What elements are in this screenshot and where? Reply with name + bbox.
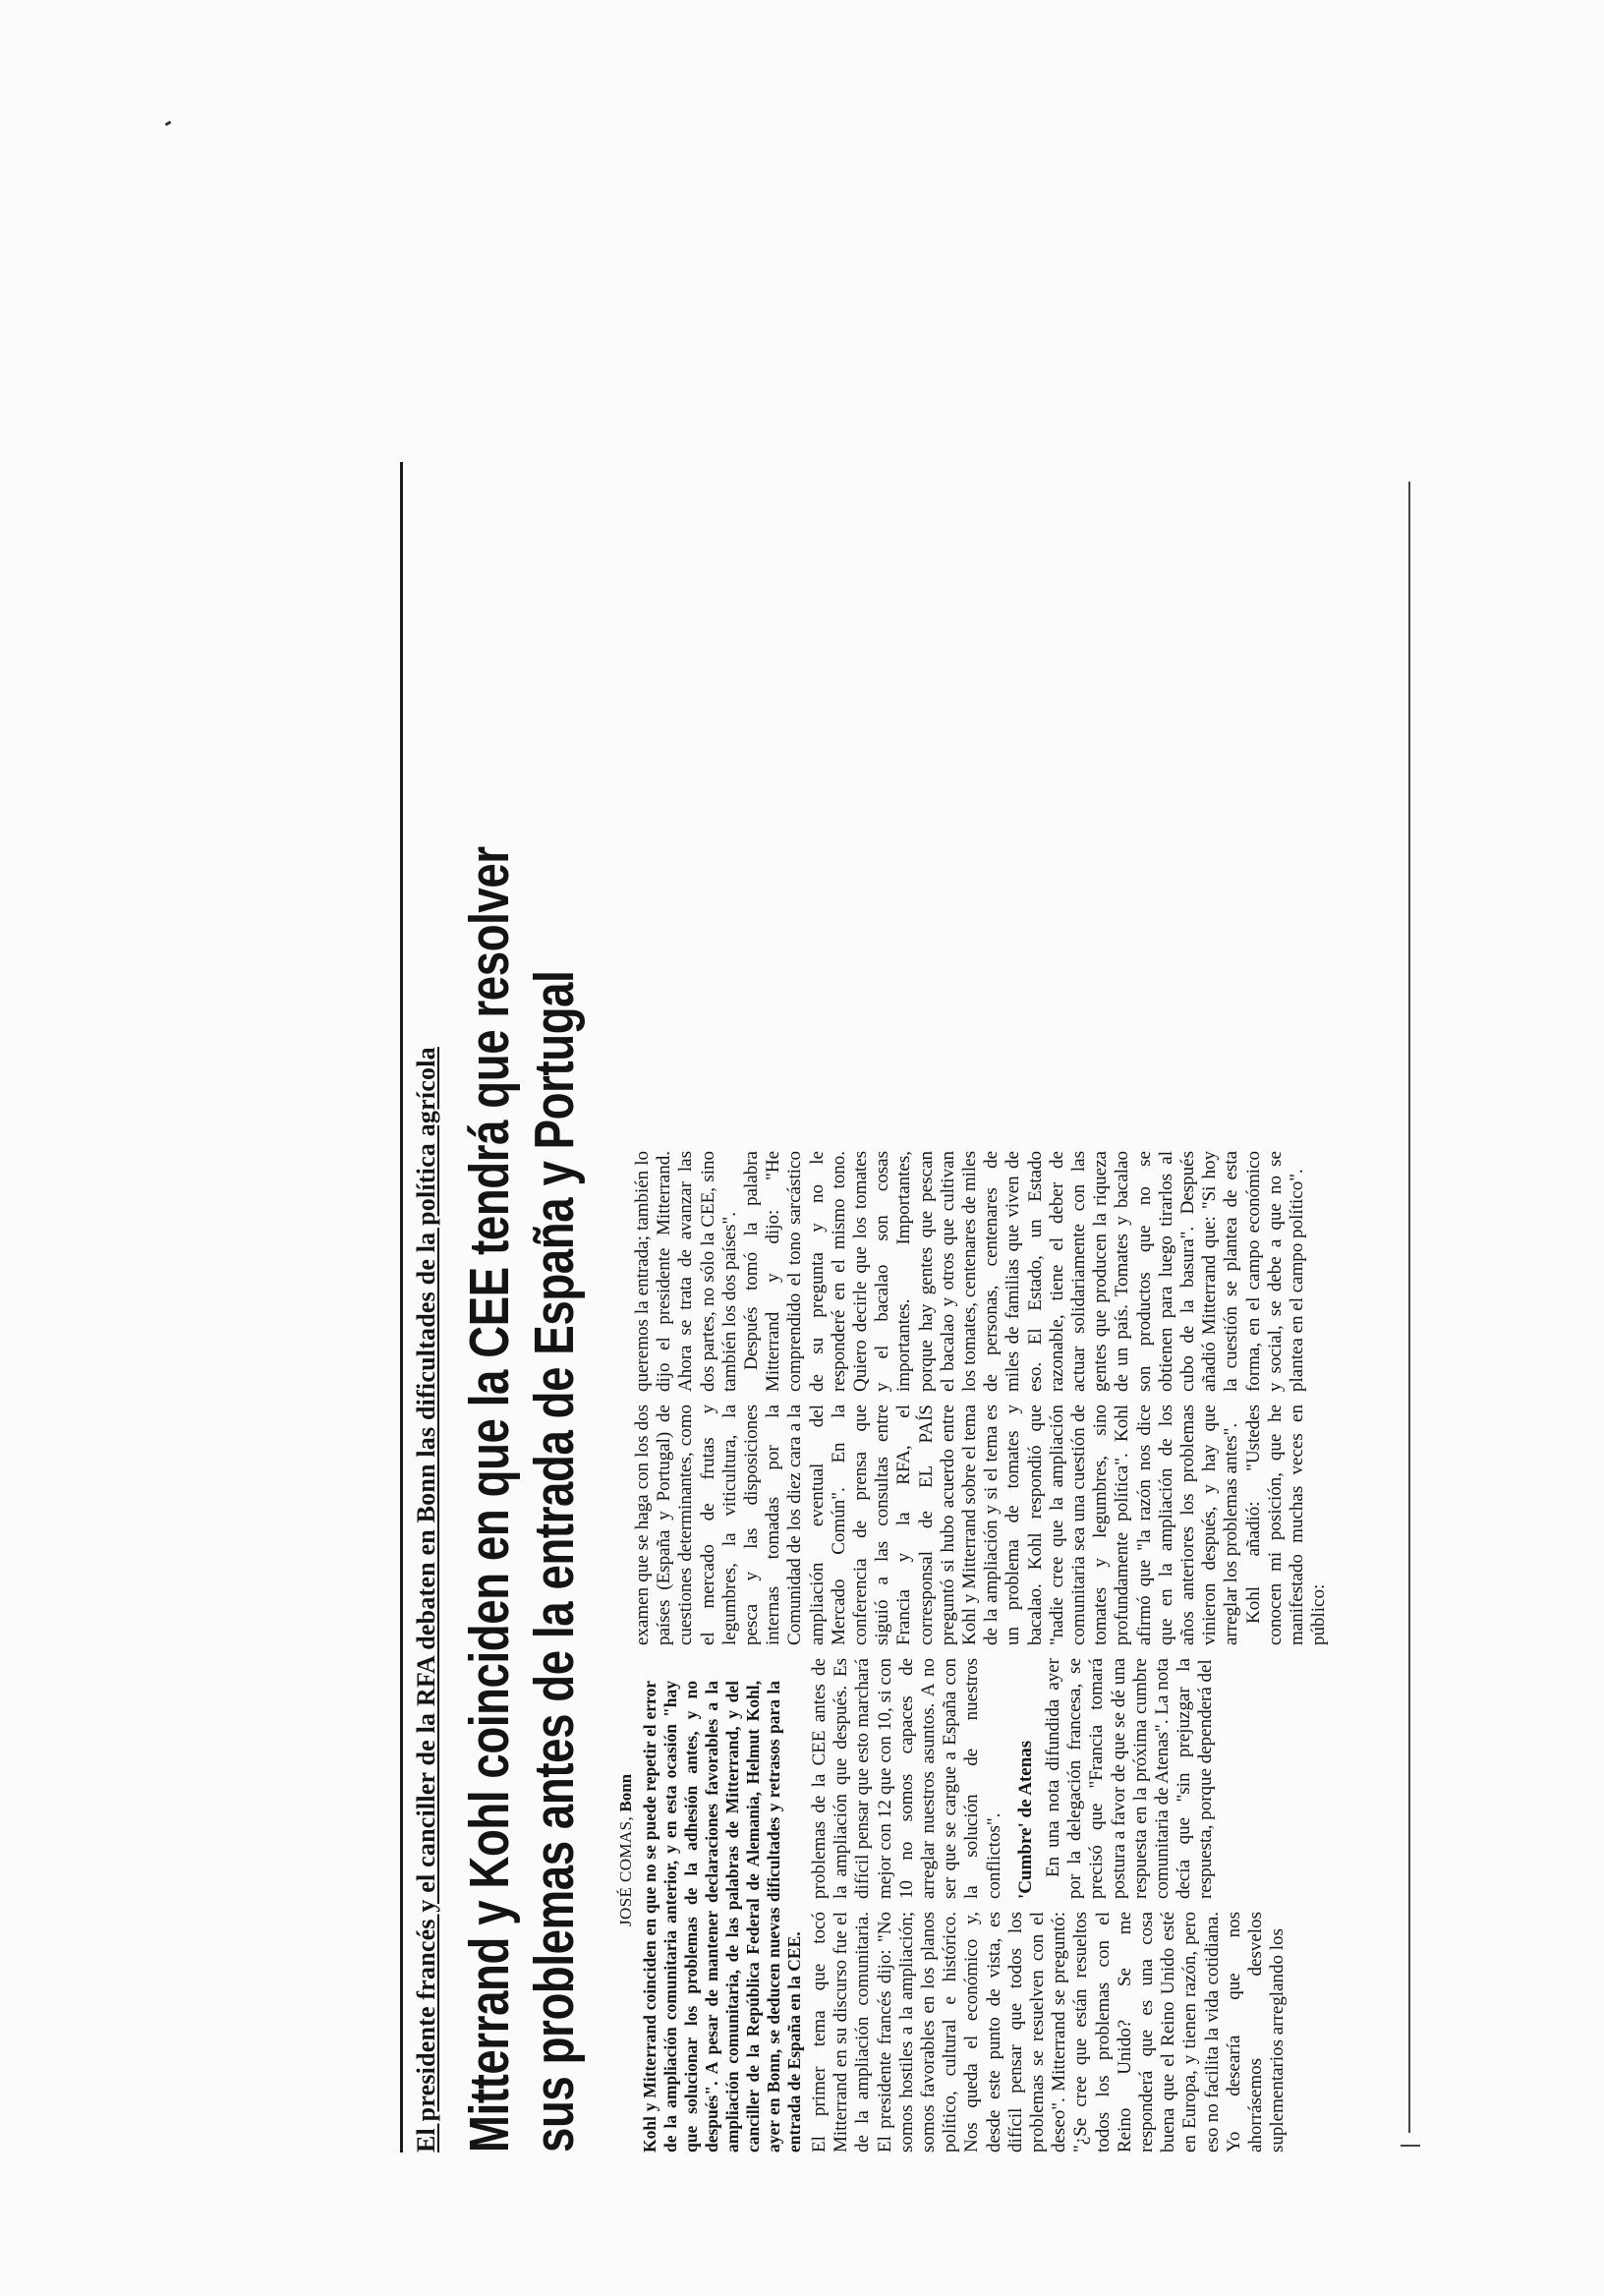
paragraph: queremos la entrada; también lo dijo el presidente Mitterrand. Ahora se trata de avanzar las dos partes, no sólo la CEE, sino también los dos países". <box>632 1151 740 1392</box>
paragraph: problemas de la CEE antes de la ampliación que después. Es difícil pensar que esto marchará mejor con 12 que con 10, si con 10 no somos capaces de arreglar nuestros asuntos. A no ser que se cargue a España con la solución de nuestros conflictos". <box>809 1658 1004 1899</box>
side-rule <box>1401 2145 1420 2147</box>
scan-speck <box>165 121 172 127</box>
lede: Kohl y Mitterrand coinciden en que no se puede repetir el error de la ampliación comunitaria anterior, y en esta ocasión "hay que solucionar los problemas de la adhesión antes, y no después". A pesar de mantener declaraciones favorables a la ampliación comunitaria, de las palabras de Mitterrand, y del canciller de la República Federal de Alemania, Helmut Kohl, ayer en Bonn, se deducen nuevas dificultades y retrasos para la entrada de España en la CEE. <box>640 1681 804 2152</box>
kicker: El presidente francés y el canciller de la RFA debaten en Bonn las dificultades de la política agrícola <box>412 1047 440 2152</box>
paragraph: examen que se haga con los dos países (España y Portugal) de cuestiones determinantes, como el mercado de frutas y legumbres, la viticultura, la pesca y las disposiciones internas tomadas por la Comunidad de los diez cara a la ampliación eventual del Mercado Común". En la conferencia de prensa que siguió a las consultas entre Francia y la RFA, el corresponsal de EL PAÍS preguntó si hubo acuerdo entre Kohl y Mitterrand sobre el tema de la ampliación y si el tema es un problema de tomates y bacalao. Kohl respondió que "nadie cree que la ampliación comunitaria sea una cuestión de tomates y legumbres, sino profundamente política". Kohl afirmó que "la razón nos dice que en la ampliación de los años anteriores los problemas vinieron después, y hay que arreglar los problemas antes". <box>632 1405 1242 1645</box>
paragraph: Después tomó la palabra Mitterrand y dijo: "He comprendido el tono sarcástico de su pregunta y no le responderé en el mismo tono. Quiero decirle que los tomates y el bacalao son cosas importantes. Importantes, porque hay gentes que pescan el bacalao y otros que cultivan los tomates, centenares de miles de personas, centenares de miles de familias que viven de eso. El Estado, un Estado razonable, tiene el deber de actuar solidariamente con las gentes que producen la riqueza de un país. Tomates y bacalao son productos que no se obtienen para luego tirarlos al cubo de la basura". Después añadió Mitterrand que: "Si hoy la cuestión se plantea de esta forma, en el campo económico y social, se debe a que no se plantea en el campo político". <box>741 1151 1308 1392</box>
headline <box>457 462 587 2152</box>
newspaper-clipping <box>398 462 1420 2152</box>
top-rule <box>400 462 403 2152</box>
paragraph: El primer tema que tocó Mitterrand en su discurso fue el de la ampliación comunitaria. El presidente francés dijo: "No somos hostiles a la ampliación; somos favorables en los planos político, cultural e histórico. Nos queda el económico y, desde este punto de vista, es difícil pensar que todos los problemas se resuelven con el deseo". Mitterrand se preguntó: "¿Se cree que están resueltos todos los problemas con el Reino Unido? Se me responderá que es una cosa buena que el Reino Unido esté en Europa, y tienen razón, pero eso no facilita la vida cotidiana. Yo desearía que nos ahorrásemos desvelos suplementarios arreglando los <box>809 1912 1289 2152</box>
body-column-2 <box>809 1658 1218 1899</box>
byline-location: Bonn <box>616 1773 635 1812</box>
body-column-3 <box>632 1405 1331 1645</box>
paragraph: Kohl añadió: "Ustedes conocen mi posición, que he manifestado muchas veces en público: <box>1242 1405 1330 1645</box>
headline-line-2: sus problemas antes de la entrada de España y Portugal <box>523 970 586 2152</box>
paragraph: En una nota difundida ayer por la delegación francesa, se precisó que "Francia tomará postura a favor de que se dé una respuesta en la próxima cumbre comunitaria de Atenas". La nota decía que "sin prejuzgar la respuesta, porque dependerá del <box>1043 1658 1217 1899</box>
body-column-1 <box>809 1912 1289 2152</box>
bottom-rule <box>1408 482 1410 2133</box>
byline-author: JOSÉ COMAS, <box>616 1815 635 1926</box>
body-column-4 <box>632 1151 1308 1392</box>
subhead: 'Cumbre' de Atenas <box>1014 1740 1036 1899</box>
headline-line-1: Mitterrand y Kohl coinciden en que la CEE tendrá que resolver <box>458 846 521 2152</box>
